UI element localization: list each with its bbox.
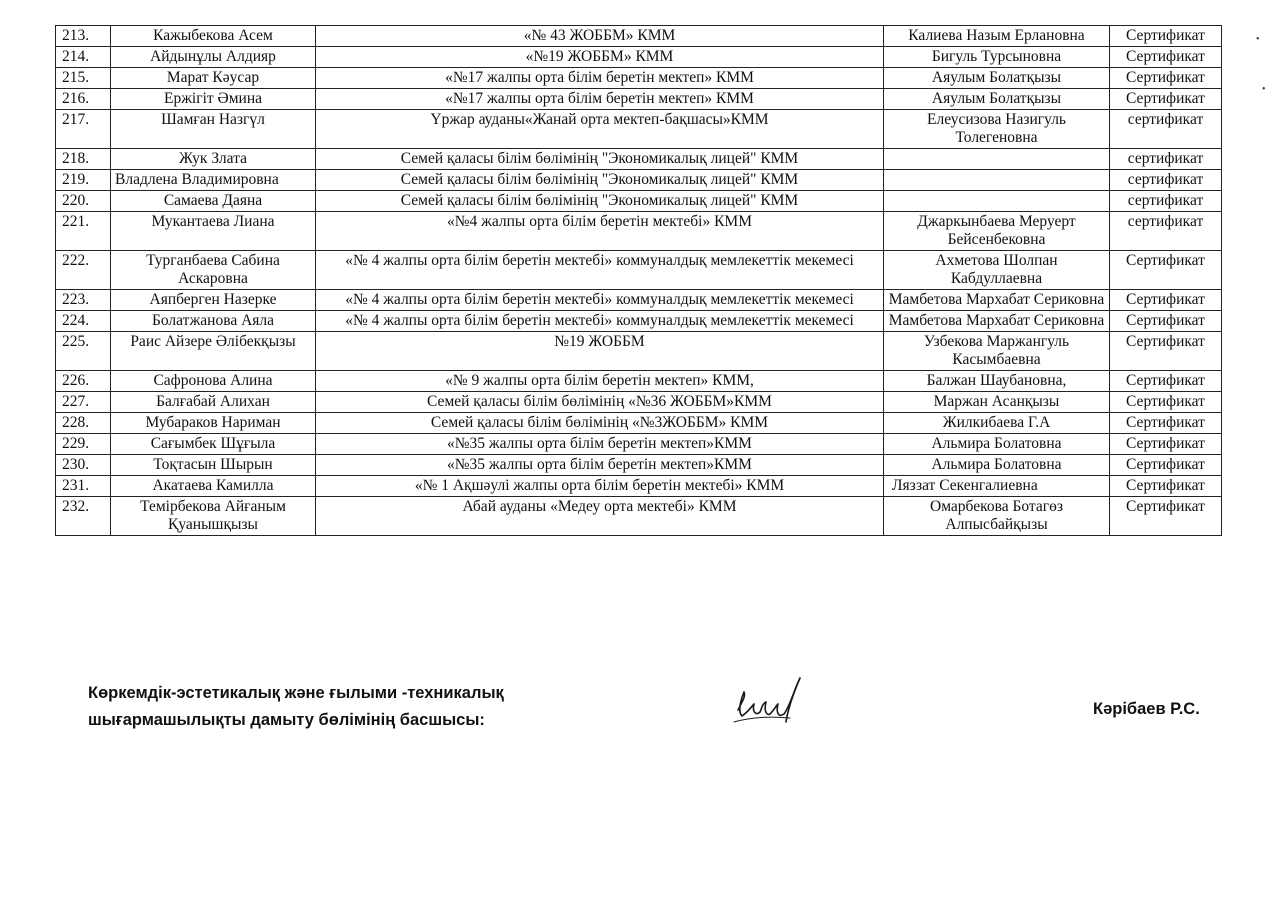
row-number: 227. bbox=[56, 392, 111, 413]
student-name: Марат Кәусар bbox=[111, 68, 316, 89]
table-row bbox=[56, 413, 1222, 434]
school-name: Семей қаласы білім бөлімінің "Экономикалық лицей" КММ bbox=[316, 191, 884, 212]
row-number: 229. bbox=[56, 434, 111, 455]
award-type: сертификат bbox=[1110, 212, 1222, 251]
award-type: сертификат bbox=[1110, 149, 1222, 170]
school-name: «№4 жалпы орта білім беретін мектебі» КММ bbox=[316, 212, 884, 251]
award-type: Сертификат bbox=[1110, 311, 1222, 332]
row-number: 215. bbox=[56, 68, 111, 89]
teacher-name bbox=[884, 149, 1110, 170]
school-name: «№ 9 жалпы орта білім беретін мектеп» КММ, bbox=[316, 371, 884, 392]
school-name: «№ 1 Ақшәулі жалпы орта білім беретін мектебі» КММ bbox=[316, 476, 884, 497]
teacher-name: Альмира Болатовна bbox=[884, 455, 1110, 476]
table-row bbox=[56, 89, 1222, 110]
row-number: 222. bbox=[56, 251, 111, 290]
table-row bbox=[56, 191, 1222, 212]
participants-table bbox=[55, 25, 1222, 536]
teacher-name: Аяулым Болатқызы bbox=[884, 68, 1110, 89]
table-row bbox=[56, 290, 1222, 311]
student-name: Тоқтасын Шырын bbox=[111, 455, 316, 476]
award-type: Сертификат bbox=[1110, 251, 1222, 290]
row-number: 223. bbox=[56, 290, 111, 311]
table-row bbox=[56, 497, 1222, 536]
teacher-name: Жилкибаева Г.А bbox=[884, 413, 1110, 434]
row-number: 214. bbox=[56, 47, 111, 68]
row-number: 217. bbox=[56, 110, 111, 149]
teacher-name: Мамбетова Мархабат Сериковна bbox=[884, 311, 1110, 332]
award-type: Сертификат bbox=[1110, 497, 1222, 536]
teacher-name: Елеусизова Назигуль Толегеновна bbox=[884, 110, 1110, 149]
student-name: Раис Айзере Әлібекқызы bbox=[111, 332, 316, 371]
student-name: Владлена Владимировна bbox=[111, 170, 316, 191]
school-name: №19 ЖОББМ bbox=[316, 332, 884, 371]
table-row bbox=[56, 170, 1222, 191]
student-name: Ержігіт Әмина bbox=[111, 89, 316, 110]
teacher-name: Узбекова Маржангуль Касымбаевна bbox=[884, 332, 1110, 371]
school-name: Абай ауданы «Медеу орта мектебі» КММ bbox=[316, 497, 884, 536]
row-number: 225. bbox=[56, 332, 111, 371]
school-name: «№19 ЖОББМ» КММ bbox=[316, 47, 884, 68]
teacher-name: Омарбекова Ботагөз Алпысбайқызы bbox=[884, 497, 1110, 536]
department-head-title bbox=[88, 680, 504, 734]
student-name: Сафронова Алина bbox=[111, 371, 316, 392]
row-number: 228. bbox=[56, 413, 111, 434]
student-name: Акатаева Камилла bbox=[111, 476, 316, 497]
school-name: Семей қаласы білім бөлімінің «№3ЖОББМ» КММ bbox=[316, 413, 884, 434]
table-row bbox=[56, 371, 1222, 392]
table-row bbox=[56, 434, 1222, 455]
teacher-name bbox=[884, 170, 1110, 191]
award-type: Сертификат bbox=[1110, 413, 1222, 434]
award-type: Сертификат bbox=[1110, 332, 1222, 371]
award-type: Сертификат bbox=[1110, 476, 1222, 497]
student-name: Айдынұлы Алдияр bbox=[111, 47, 316, 68]
award-type: Сертификат bbox=[1110, 47, 1222, 68]
table-body bbox=[56, 26, 1222, 536]
table-row bbox=[56, 476, 1222, 497]
student-name: Темірбекова Айғаным Қуанышқызы bbox=[111, 497, 316, 536]
teacher-name: Калиева Назым Ерлановна bbox=[884, 26, 1110, 47]
school-name: Семей қаласы білім бөлімінің "Экономикалық лицей" КММ bbox=[316, 149, 884, 170]
table-row bbox=[56, 47, 1222, 68]
student-name: Мукантаева Лиана bbox=[111, 212, 316, 251]
teacher-name: Альмира Болатовна bbox=[884, 434, 1110, 455]
school-name: «№ 4 жалпы орта білім беретін мектебі» коммуналдық мемлекеттік мекемесі bbox=[316, 290, 884, 311]
table-row bbox=[56, 332, 1222, 371]
teacher-name: Ляззат Секенгалиевна bbox=[884, 476, 1110, 497]
student-name: Самаева Даяна bbox=[111, 191, 316, 212]
award-type: Сертификат bbox=[1110, 371, 1222, 392]
school-name: «№35 жалпы орта білім беретін мектеп»КММ bbox=[316, 434, 884, 455]
teacher-name: Мамбетова Мархабат Сериковна bbox=[884, 290, 1110, 311]
table-row bbox=[56, 110, 1222, 149]
school-name: Семей қаласы білім бөлімінің «№36 ЖОББМ»КММ bbox=[316, 392, 884, 413]
award-type: сертификат bbox=[1110, 110, 1222, 149]
student-name: Шамған Назгүл bbox=[111, 110, 316, 149]
student-name: Кажыбекова Асем bbox=[111, 26, 316, 47]
student-name: Сағымбек Шұғыла bbox=[111, 434, 316, 455]
award-type: Сертификат bbox=[1110, 68, 1222, 89]
table-row bbox=[56, 455, 1222, 476]
row-number: 213. bbox=[56, 26, 111, 47]
table-row bbox=[56, 26, 1222, 47]
row-number: 218. bbox=[56, 149, 111, 170]
award-type: Сертификат bbox=[1110, 26, 1222, 47]
school-name: Үржар ауданы«Жанай орта мектеп-бақшасы»КММ bbox=[316, 110, 884, 149]
teacher-name: Джаркынбаева Меруерт Бейсенбековна bbox=[884, 212, 1110, 251]
award-type: Сертификат bbox=[1110, 290, 1222, 311]
row-number: 221. bbox=[56, 212, 111, 251]
margin-speck: • bbox=[1262, 84, 1266, 95]
student-name: Балғабай Алихан bbox=[111, 392, 316, 413]
school-name: Семей қаласы білім бөлімінің "Экономикалық лицей" КММ bbox=[316, 170, 884, 191]
department-head-title-line-2: шығармашылықты дамыту бөлімінің басшысы: bbox=[88, 711, 485, 729]
row-number: 216. bbox=[56, 89, 111, 110]
school-name: «№ 4 жалпы орта білім беретін мектебі» коммуналдық мемлекеттік мекемесі bbox=[316, 311, 884, 332]
table-row bbox=[56, 392, 1222, 413]
school-name: «№ 4 жалпы орта білім беретін мектебі» коммуналдық мемлекеттік мекемесі bbox=[316, 251, 884, 290]
table-row bbox=[56, 311, 1222, 332]
row-number: 231. bbox=[56, 476, 111, 497]
student-name: Мубараков Нариман bbox=[111, 413, 316, 434]
student-name: Жук Злата bbox=[111, 149, 316, 170]
teacher-name: Бигуль Турсыновна bbox=[884, 47, 1110, 68]
row-number: 226. bbox=[56, 371, 111, 392]
table-row bbox=[56, 149, 1222, 170]
row-number: 219. bbox=[56, 170, 111, 191]
handwritten-signature bbox=[728, 672, 808, 732]
award-type: сертификат bbox=[1110, 191, 1222, 212]
teacher-name: Ахметова Шолпан Кабдуллаевна bbox=[884, 251, 1110, 290]
student-name: Аяпберген Назерке bbox=[111, 290, 316, 311]
teacher-name: Балжан Шаубановна, bbox=[884, 371, 1110, 392]
teacher-name bbox=[884, 191, 1110, 212]
award-type: сертификат bbox=[1110, 170, 1222, 191]
row-number: 224. bbox=[56, 311, 111, 332]
table-row bbox=[56, 251, 1222, 290]
award-type: Сертификат bbox=[1110, 392, 1222, 413]
award-type: Сертификат bbox=[1110, 434, 1222, 455]
table-row bbox=[56, 212, 1222, 251]
award-type: Сертификат bbox=[1110, 455, 1222, 476]
school-name: «№ 43 ЖОББМ» КММ bbox=[316, 26, 884, 47]
student-name: Турганбаева Сабина Аскаровна bbox=[111, 251, 316, 290]
teacher-name: Маржан Асанқызы bbox=[884, 392, 1110, 413]
teacher-name: Аяулым Болатқызы bbox=[884, 89, 1110, 110]
school-name: «№35 жалпы орта білім беретін мектеп»КММ bbox=[316, 455, 884, 476]
row-number: 230. bbox=[56, 455, 111, 476]
school-name: «№17 жалпы орта білім беретін мектеп» КММ bbox=[316, 68, 884, 89]
row-number: 232. bbox=[56, 497, 111, 536]
row-number: 220. bbox=[56, 191, 111, 212]
student-name: Болатжанова Аяла bbox=[111, 311, 316, 332]
department-head-title-line-1: Көркемдік-эстетикалық және ғылыми -техникалық bbox=[88, 684, 504, 702]
school-name: «№17 жалпы орта білім беретін мектеп» КММ bbox=[316, 89, 884, 110]
award-type: Сертификат bbox=[1110, 89, 1222, 110]
table-row bbox=[56, 68, 1222, 89]
signer-name: Кәрібаев Р.С. bbox=[1093, 700, 1200, 718]
margin-speck: • bbox=[1256, 34, 1260, 45]
